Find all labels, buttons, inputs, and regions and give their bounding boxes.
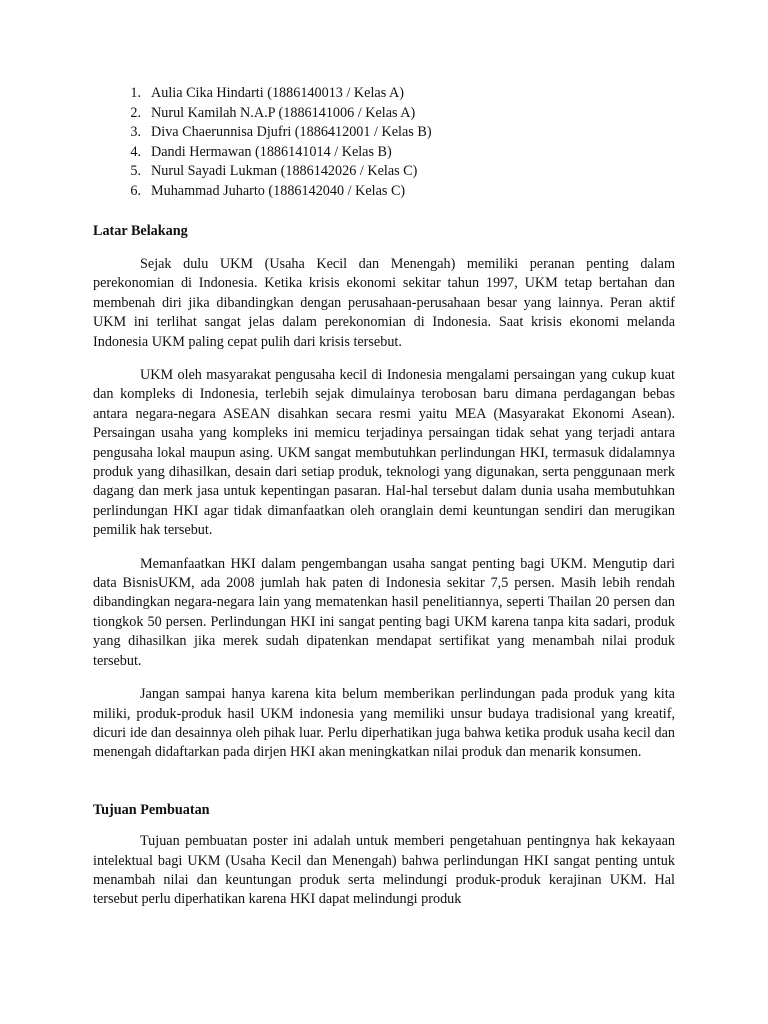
list-number: 1. <box>130 85 141 101</box>
section-heading-latar-belakang: Latar Belakang <box>93 222 188 239</box>
member-name: Nurul Kamilah N.A.P (1886141006 / Kelas A) <box>151 104 416 121</box>
member-name: Nurul Sayadi Lukman (1886142026 / Kelas C) <box>151 163 418 180</box>
paragraph: Jangan sampai hanya karena kita belum memberikan perlindungan pada produk yang kita miliki, produk-produk hasil UKM indonesia yang memiliki unsur budaya tradisional yang kreatif, dicuri ide dan desainnya oleh pihak luar. Perlu diperhatikan juga bahwa ketika produk usaha kecil dan menengah didaftarkan pada dirjen HKI akan meningkatkan nilai produk dan menarik konsumen. <box>93 686 675 761</box>
member-item <box>93 84 675 104</box>
paragraph: Memanfaatkan HKI dalam pengembangan usaha sangat penting bagi UKM. Mengutip dari data BisnisUKM, ada 2008 jumlah hak paten di Indonesia sekitar 7,5 persen. Masih lebih rendah dibandingkan negara-negara lain yang mematenkan hasil penelitiannya, seperti Thailan 20 persen dan tiongkok 50 persen. Perlindungan HKI ini sangat penting bagi UKM karena tanpa kita sadari, produk yang dihasilkan jika merek sudah dipatenkan mendapat sertifikat yang menambah nilai produk tersebut. <box>93 555 675 669</box>
member-name: Dandi Hermawan (1886141014 / Kelas B) <box>151 143 392 160</box>
list-number: 2. <box>130 104 141 121</box>
paragraph: Tujuan pembuatan poster ini adalah untuk memberi pengetahuan pentingnya hak kekayaan intelektual bagi UKM (Usaha Kecil dan Menengah) bahwa perlindungan HKI sangat penting untuk menambah nilai dan keuntungan produk serta melindungi produk-produk kerajinan UKM. Hal tersebut perlu diperhatikan karena HKI dapat melindungi produk <box>93 833 675 908</box>
member-item <box>93 182 675 202</box>
list-number: 5. <box>130 163 141 180</box>
paragraph: Sejak dulu UKM (Usaha Kecil dan Menengah) memiliki peranan penting dalam perekonomian di Indonesia. Ketika krisis ekonomi sekitar tahun 1997, UKM tetap bertahan dan membenah diri jika dibandingkan dengan perusahaan-perusahaan besar yang lainnya. Peran aktif UKM ini terlihat sangat jelas dalam perekonomian di Indonesia. Saat krisis ekonomi melanda Indonesia UKM paling cepat pulih dari krisis tersebut. <box>93 255 675 350</box>
member-name: Aulia Cika Hindarti (1886140013 / Kelas A) <box>151 85 404 101</box>
member-item <box>93 123 675 143</box>
list-number: 6. <box>130 182 141 199</box>
member-name: Diva Chaerunnisa Djufri (1886412001 / Kelas B) <box>151 124 432 141</box>
section-heading-tujuan-pembuatan: Tujuan Pembuatan <box>93 801 210 818</box>
member-item <box>93 104 675 124</box>
member-list <box>93 84 675 202</box>
member-item <box>93 162 675 182</box>
member-item <box>93 143 675 163</box>
paragraph: UKM oleh masyarakat pengusaha kecil di Indonesia mengalami persaingan yang cukup kuat dan kompleks di Indonesia, terlebih sejak dimulainya terobosan baru dimana perdagangan bebas antara negara-negara ASEAN disahkan secara resmi yaitu MEA (Masyarakat Ekonomi Asean). Persaingan usaha yang kompleks ini memicu terjadinya persaingan tidak sehat yang terjadi antara pengusaha lokal maupun asing. UKM sangat membutuhkan perlindungan HKI, termasuk didalamnya produk yang dihasilkan, desain dari setiap produk, teknologi yang digunakan, serta penggunaan merk dagang dan merk jasa untuk kepentingan pasaran. Hal-hal tersebut dalam dunia usaha membutuhkan perlindungan HKI agar tidak dimanfaatkan oleh oranglain demi keuntungan sendiri dan merugikan pemilik hak tersebut. <box>93 367 675 539</box>
list-number: 3. <box>130 124 141 141</box>
member-name: Muhammad Juharto (1886142040 / Kelas C) <box>151 182 406 199</box>
list-number: 4. <box>130 143 141 160</box>
